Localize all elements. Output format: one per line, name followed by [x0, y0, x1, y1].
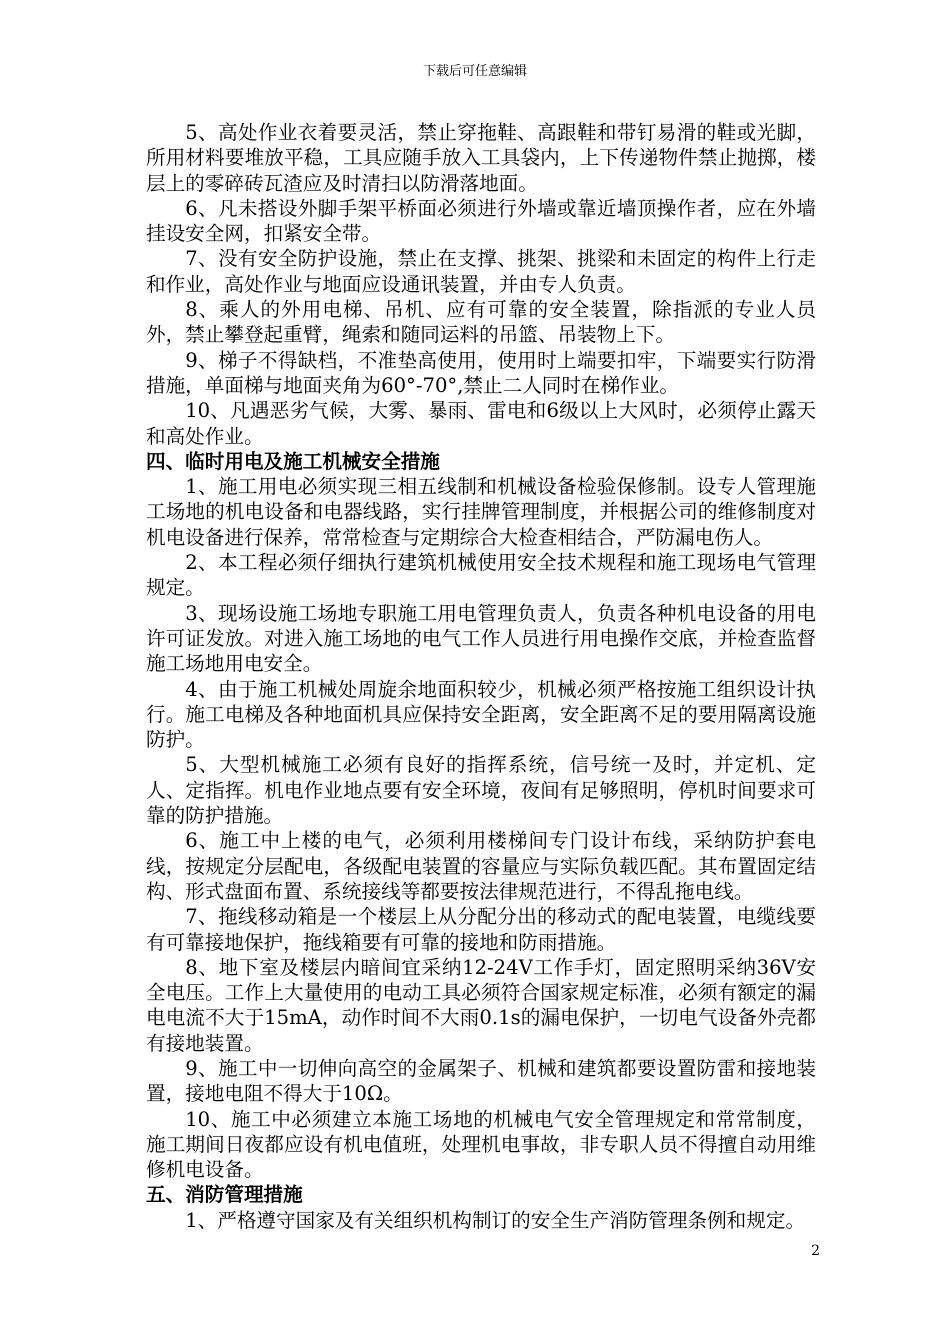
paragraph-4-1: 1、施工用电必须实现三相五线制和机械设备检验保修制。设专人管理施工场地的机电设备和电器线路，实行挂牌管理制度，并根据公司的维修制度对机电设备进行保养，常常检查与定期综合大检查相结合，严防漏电伤人。 — [146, 475, 816, 549]
paragraph-4-8: 8、地下室及楼层内暗间宜采纳12-24V工作手灯，固定照明采纳36V安全电压。工作上大量使用的电动工具必须符合国家规定标准，必须有额定的漏电电流不大于15mA，动作时间不大雨0.1s的漏电保护，一切电气设备外壳都有接地装置。 — [146, 955, 816, 1055]
paragraph-4-3: 3、现场设施工场地专职施工用电管理负责人，负责各种机电设备的用电许可证发放。对进入施工场地的电气工作人员进行用电操作交底，并检查监督施工场地用电安全。 — [146, 601, 816, 676]
paragraph-4-10: 10、施工中必须建立本施工场地的机械电气安全管理规定和常常制度，施工期间日夜都应设有机电值班，处理机电事故，非专职人员不得擅自动用维修机电设备。 — [146, 1107, 816, 1182]
paragraph-4-9: 9、施工中一切伸向高空的金属架子、机械和建筑都要设置防雷和接地装置，接地电阻不得大于10Ω。 — [146, 1056, 816, 1106]
document-body — [146, 120, 816, 1233]
paragraph-3-7: 7、没有安全防护设施，禁止在支撑、挑架、挑梁和未固定的构件上行走和作业，高处作业与地面应设通讯装置，并由专人负责。 — [146, 247, 816, 296]
page-number: 2 — [811, 1243, 820, 1259]
paragraph-5-1: 1、严格遵守国家及有关组织机构制订的安全生产消防管理条例和规定。 — [185, 1208, 806, 1232]
paragraph-4-7: 7、拖线移动箱是一个楼层上从分配分出的移动式的配电装置，电缆线要有可靠接地保护，拖线箱要有可靠的接地和防雨措施。 — [146, 905, 816, 954]
paragraph-3-5: 5、高处作业衣着要灵活，禁止穿拖鞋、高跟鞋和带钉易滑的鞋或光脚，所用材料要堆放平稳，工具应随手放入工具袋内，上下传递物件禁止抛掷，楼层上的零碎砖瓦渣应及时清扫以防滑落地面。 — [146, 121, 816, 195]
paragraph-4-2: 2、本工程必须仔细执行建筑机械使用安全技术规程和施工现场电气管理规定。 — [146, 551, 816, 600]
paragraph-3-6: 6、凡未搭设外脚手架平桥面必须进行外墙或靠近墙顶操作者，应在外墙挂设安全网，扣紧安全带。 — [146, 196, 816, 246]
paragraph-3-9: 9、梯子不得缺档，不准垫高使用，使用时上端要扣牢，下端要实行防滑措施，单面梯与地面夹角为60°-70°,禁止二人同时在梯作业。 — [146, 348, 816, 397]
page-header: 下载后可任意编辑 — [422, 64, 527, 79]
paragraph-4-6: 6、施工中上楼的电气，必须利用楼梯间专门设计布线，采纳防护套电线，按规定分层配电，各级配电装置的容量应与实际负载匹配。其布置固定结构、形式盘面布置、系统接线等都要按法律规范进行，不得乱拖电线。 — [146, 829, 816, 903]
section-heading-5: 五、消防管理措施 — [146, 1183, 303, 1207]
paragraph-4-4: 4、由于施工机械处周旋余地面积较少，机械必须严格按施工组织设计执行。施工电梯及各种地面机具应保持安全距离，安全距离不足的要用隔离设施防护。 — [146, 677, 816, 752]
paragraph-3-10: 10、凡遇恶劣气候，大雾、暴雨、雷电和6级以上大风时，必须停止露天和高处作业。 — [146, 399, 816, 448]
section-heading-4: 四、临时用电及施工机械安全措施 — [146, 449, 440, 473]
paragraph-4-5: 5、大型机械施工必须有良好的指挥系统，信号统一及时，并定机、定人、定指挥。机电作业地点要有安全环境，夜间有足够照明，停机时间要求可靠的防护措施。 — [146, 753, 816, 828]
paragraph-3-8: 8、乘人的外用电梯、吊机、应有可靠的安全装置，除指派的专业人员外，禁止攀登起重臂，绳索和随同运料的吊篮、吊装物上下。 — [146, 298, 816, 347]
